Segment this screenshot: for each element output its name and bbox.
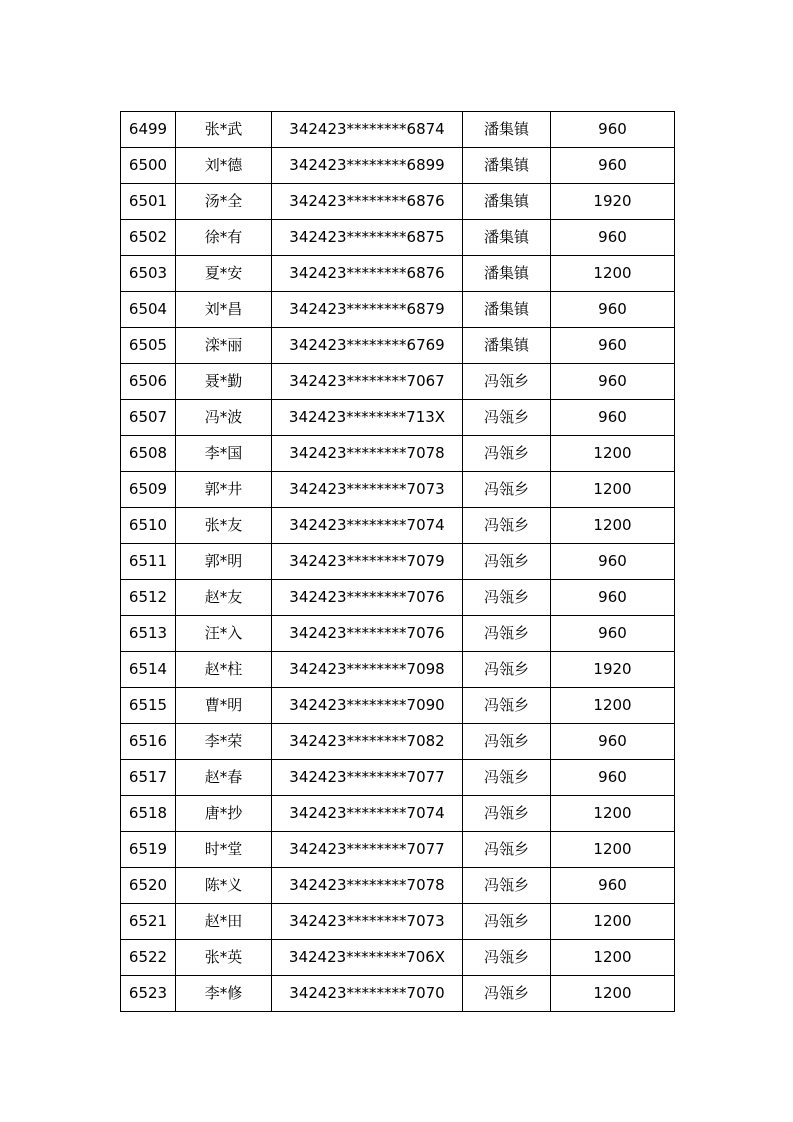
table-row: [121, 724, 675, 760]
amount-cell: 1200: [551, 436, 675, 472]
id-number-cell: 342423********713X: [272, 400, 463, 436]
row-number-cell: 6499: [121, 112, 176, 148]
name-cell: 张*英: [176, 940, 272, 976]
row-number-cell: 6504: [121, 292, 176, 328]
amount-cell: 960: [551, 544, 675, 580]
table-row: [121, 364, 675, 400]
row-number-cell: 6522: [121, 940, 176, 976]
amount-cell: 960: [551, 292, 675, 328]
table-row: [121, 256, 675, 292]
amount-cell: 960: [551, 148, 675, 184]
amount-cell: 1920: [551, 652, 675, 688]
row-number-cell: 6519: [121, 832, 176, 868]
town-cell: 冯瓴乡: [463, 976, 551, 1012]
id-number-cell: 342423********7076: [272, 580, 463, 616]
town-cell: 冯瓴乡: [463, 904, 551, 940]
amount-cell: 1200: [551, 508, 675, 544]
row-number-cell: 6501: [121, 184, 176, 220]
town-cell: 潘集镇: [463, 184, 551, 220]
name-cell: 赵*柱: [176, 652, 272, 688]
table-row: [121, 976, 675, 1012]
name-cell: 刘*昌: [176, 292, 272, 328]
town-cell: 冯瓴乡: [463, 868, 551, 904]
town-cell: 潘集镇: [463, 220, 551, 256]
name-cell: 刘*德: [176, 148, 272, 184]
amount-cell: 1200: [551, 688, 675, 724]
amount-cell: 960: [551, 328, 675, 364]
table-row: [121, 328, 675, 364]
table-row: [121, 616, 675, 652]
name-cell: 曹*明: [176, 688, 272, 724]
id-number-cell: 342423********6874: [272, 112, 463, 148]
id-number-cell: 342423********6875: [272, 220, 463, 256]
town-cell: 潘集镇: [463, 328, 551, 364]
town-cell: 冯瓴乡: [463, 400, 551, 436]
name-cell: 赵*友: [176, 580, 272, 616]
name-cell: 李*荣: [176, 724, 272, 760]
town-cell: 冯瓴乡: [463, 940, 551, 976]
id-number-cell: 342423********7082: [272, 724, 463, 760]
row-number-cell: 6523: [121, 976, 176, 1012]
row-number-cell: 6507: [121, 400, 176, 436]
amount-cell: 1200: [551, 472, 675, 508]
town-cell: 冯瓴乡: [463, 724, 551, 760]
table-row: [121, 292, 675, 328]
name-cell: 徐*有: [176, 220, 272, 256]
table-row: [121, 688, 675, 724]
id-number-cell: 342423********7077: [272, 760, 463, 796]
id-number-cell: 342423********7070: [272, 976, 463, 1012]
name-cell: 汪*入: [176, 616, 272, 652]
name-cell: 夏*安: [176, 256, 272, 292]
id-number-cell: 342423********6876: [272, 256, 463, 292]
row-number-cell: 6516: [121, 724, 176, 760]
id-number-cell: 342423********6879: [272, 292, 463, 328]
row-number-cell: 6517: [121, 760, 176, 796]
town-cell: 冯瓴乡: [463, 472, 551, 508]
row-number-cell: 6503: [121, 256, 176, 292]
name-cell: 郭*明: [176, 544, 272, 580]
town-cell: 潘集镇: [463, 112, 551, 148]
row-number-cell: 6515: [121, 688, 176, 724]
table-row: [121, 436, 675, 472]
id-number-cell: 342423********7077: [272, 832, 463, 868]
amount-cell: 960: [551, 364, 675, 400]
name-cell: 陈*义: [176, 868, 272, 904]
row-number-cell: 6518: [121, 796, 176, 832]
table-row: [121, 112, 675, 148]
table-row: [121, 760, 675, 796]
row-number-cell: 6520: [121, 868, 176, 904]
roster-table: [120, 111, 675, 1012]
town-cell: 冯瓴乡: [463, 364, 551, 400]
amount-cell: 1200: [551, 832, 675, 868]
table-row: [121, 580, 675, 616]
id-number-cell: 342423********6876: [272, 184, 463, 220]
amount-cell: 1200: [551, 940, 675, 976]
name-cell: 冯*波: [176, 400, 272, 436]
table-row: [121, 184, 675, 220]
name-cell: 李*国: [176, 436, 272, 472]
amount-cell: 1920: [551, 184, 675, 220]
row-number-cell: 6511: [121, 544, 176, 580]
town-cell: 冯瓴乡: [463, 652, 551, 688]
table-row: [121, 400, 675, 436]
town-cell: 冯瓴乡: [463, 508, 551, 544]
town-cell: 潘集镇: [463, 148, 551, 184]
amount-cell: 960: [551, 868, 675, 904]
id-number-cell: 342423********7067: [272, 364, 463, 400]
name-cell: 汤*全: [176, 184, 272, 220]
row-number-cell: 6514: [121, 652, 176, 688]
id-number-cell: 342423********6769: [272, 328, 463, 364]
id-number-cell: 342423********7078: [272, 868, 463, 904]
table-row: [121, 472, 675, 508]
name-cell: 时*堂: [176, 832, 272, 868]
amount-cell: 960: [551, 724, 675, 760]
town-cell: 冯瓴乡: [463, 832, 551, 868]
town-cell: 冯瓴乡: [463, 580, 551, 616]
table-row: [121, 832, 675, 868]
id-number-cell: 342423********7079: [272, 544, 463, 580]
amount-cell: 1200: [551, 256, 675, 292]
town-cell: 潘集镇: [463, 292, 551, 328]
table-row: [121, 148, 675, 184]
amount-cell: 960: [551, 760, 675, 796]
table-row: [121, 796, 675, 832]
row-number-cell: 6512: [121, 580, 176, 616]
id-number-cell: 342423********7073: [272, 472, 463, 508]
id-number-cell: 342423********706X: [272, 940, 463, 976]
id-number-cell: 342423********6899: [272, 148, 463, 184]
amount-cell: 960: [551, 112, 675, 148]
id-number-cell: 342423********7074: [272, 508, 463, 544]
roster-table-body: [121, 112, 675, 1012]
amount-cell: 960: [551, 400, 675, 436]
name-cell: 赵*春: [176, 760, 272, 796]
town-cell: 冯瓴乡: [463, 796, 551, 832]
name-cell: 聂*勤: [176, 364, 272, 400]
amount-cell: 1200: [551, 796, 675, 832]
row-number-cell: 6510: [121, 508, 176, 544]
row-number-cell: 6508: [121, 436, 176, 472]
row-number-cell: 6502: [121, 220, 176, 256]
row-number-cell: 6506: [121, 364, 176, 400]
id-number-cell: 342423********7074: [272, 796, 463, 832]
id-number-cell: 342423********7076: [272, 616, 463, 652]
row-number-cell: 6521: [121, 904, 176, 940]
amount-cell: 1200: [551, 904, 675, 940]
name-cell: 李*修: [176, 976, 272, 1012]
table-row: [121, 508, 675, 544]
town-cell: 冯瓴乡: [463, 688, 551, 724]
row-number-cell: 6505: [121, 328, 176, 364]
name-cell: 张*武: [176, 112, 272, 148]
row-number-cell: 6500: [121, 148, 176, 184]
amount-cell: 960: [551, 580, 675, 616]
row-number-cell: 6509: [121, 472, 176, 508]
town-cell: 潘集镇: [463, 256, 551, 292]
table-row: [121, 220, 675, 256]
amount-cell: 960: [551, 220, 675, 256]
id-number-cell: 342423********7073: [272, 904, 463, 940]
name-cell: 张*友: [176, 508, 272, 544]
table-row: [121, 904, 675, 940]
name-cell: 唐*抄: [176, 796, 272, 832]
amount-cell: 1200: [551, 976, 675, 1012]
amount-cell: 960: [551, 616, 675, 652]
town-cell: 冯瓴乡: [463, 436, 551, 472]
id-number-cell: 342423********7078: [272, 436, 463, 472]
name-cell: 滦*丽: [176, 328, 272, 364]
table-row: [121, 940, 675, 976]
table-row: [121, 868, 675, 904]
name-cell: 赵*田: [176, 904, 272, 940]
row-number-cell: 6513: [121, 616, 176, 652]
town-cell: 冯瓴乡: [463, 760, 551, 796]
id-number-cell: 342423********7090: [272, 688, 463, 724]
table-row: [121, 544, 675, 580]
town-cell: 冯瓴乡: [463, 544, 551, 580]
name-cell: 郭*井: [176, 472, 272, 508]
table-row: [121, 652, 675, 688]
town-cell: 冯瓴乡: [463, 616, 551, 652]
id-number-cell: 342423********7098: [272, 652, 463, 688]
